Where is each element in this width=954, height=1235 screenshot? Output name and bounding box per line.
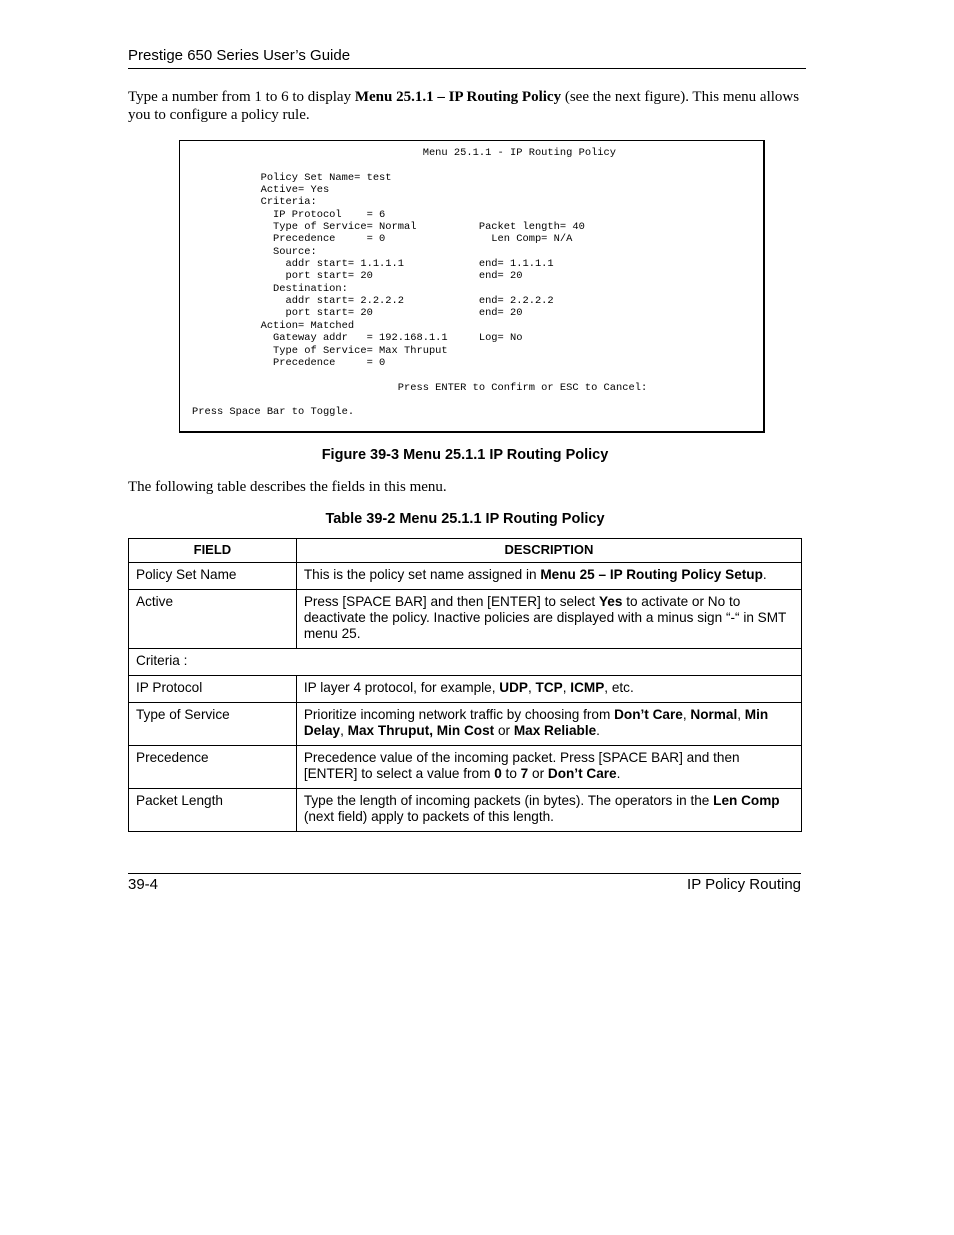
field-cell: Criteria :	[129, 649, 802, 676]
screen-line: addr start= 2.2.2.2 end= 2.2.2.2	[192, 295, 554, 308]
screen-line: Press Space Bar to Toggle.	[192, 406, 355, 419]
table-row	[129, 676, 802, 703]
page-footer	[128, 873, 801, 894]
screen-line: Type of Service= Max Thruput	[192, 344, 448, 357]
screen-line: port start= 20 end= 20	[192, 270, 523, 283]
screen-line: Action= Matched	[192, 319, 355, 332]
description-cell: Precedence value of the incoming packet. Press [SPACE BAR] and then [ENTER] to select a value from 0 to 7 or Don’t Care.	[296, 746, 801, 789]
page-header	[128, 46, 806, 69]
table-caption: Table 39-2 Menu 25.1.1 IP Routing Policy	[325, 511, 605, 527]
screen-line: IP Protocol = 6	[192, 208, 386, 221]
description-cell: Type the length of incoming packets (in bytes). The operators in the Len Comp (next field) apply to packets of this length.	[296, 789, 801, 832]
screen-line: Type of Service= Normal Packet length= 40	[192, 221, 585, 234]
screen-line: Menu 25.1.1 - IP Routing Policy	[192, 147, 617, 159]
smt-menu-text	[192, 147, 647, 419]
screen-line: Criteria:	[192, 196, 317, 209]
screen-line: addr start= 1.1.1.1 end= 1.1.1.1	[192, 258, 554, 271]
screen-line: Precedence = 0	[192, 356, 386, 369]
header-field: FIELD	[129, 539, 297, 563]
table-row	[129, 746, 802, 789]
screen-line: port start= 20 end= 20	[192, 307, 523, 320]
screen-line: Source:	[192, 245, 317, 258]
screen-line: Gateway addr = 192.168.1.1 Log= No	[192, 332, 523, 345]
field-cell: Policy Set Name	[129, 563, 297, 590]
table-row	[129, 789, 802, 832]
figure-caption: Figure 39-3 Menu 25.1.1 IP Routing Policy	[321, 447, 609, 463]
header-title: Prestige 650 Series User’s Guide	[128, 47, 351, 64]
intro-text-2: (see the next figure). This menu allows you to configure a policy rule.	[128, 89, 800, 123]
page-number: 39-4	[128, 876, 159, 893]
field-cell: IP Protocol	[129, 676, 297, 703]
chapter-title: IP Policy Routing	[687, 876, 801, 893]
description-cell: Prioritize incoming network traffic by choosing from Don’t Care, Normal, Min Delay, Max Thruput, Min Cost or Max Reliable.	[296, 703, 801, 746]
field-cell: Precedence	[129, 746, 297, 789]
header-description: DESCRIPTION	[296, 539, 801, 563]
screen-line: Press ENTER to Confirm or ESC to Cancel:	[192, 381, 648, 394]
table-row	[129, 649, 802, 676]
table-intro: The following table describes the fields in this menu.	[128, 479, 447, 495]
field-cell: Packet Length	[129, 789, 297, 832]
table-row	[129, 563, 802, 590]
smt-menu-screen	[179, 140, 765, 433]
table-header-row	[129, 539, 802, 563]
intro-paragraph	[128, 88, 808, 124]
table-row	[129, 590, 802, 649]
screen-line: Precedence = 0 Len Comp= N/A	[192, 233, 573, 246]
description-cell: This is the policy set name assigned in Menu 25 – IP Routing Policy Setup.	[296, 563, 801, 590]
field-cell: Active	[129, 590, 297, 649]
intro-menu-name: Menu 25.1.1 – IP Routing Policy	[354, 89, 562, 105]
description-cell: IP layer 4 protocol, for example, UDP, TCP, ICMP, etc.	[296, 676, 801, 703]
description-cell: Press [SPACE BAR] and then [ENTER] to select Yes to activate or No to deactivate the policy. Inactive policies are displayed with a minus sign “-“ in SMT menu 25.	[296, 590, 801, 649]
screen-line: Destination:	[192, 282, 348, 295]
screen-line: Policy Set Name= test	[192, 171, 392, 184]
fields-table	[128, 538, 802, 832]
table-row	[129, 703, 802, 746]
screen-line: Active= Yes	[192, 184, 330, 197]
intro-text-1: Type a number from 1 to 6 to display	[128, 89, 355, 105]
table-body	[129, 563, 802, 832]
field-cell: Type of Service	[129, 703, 297, 746]
